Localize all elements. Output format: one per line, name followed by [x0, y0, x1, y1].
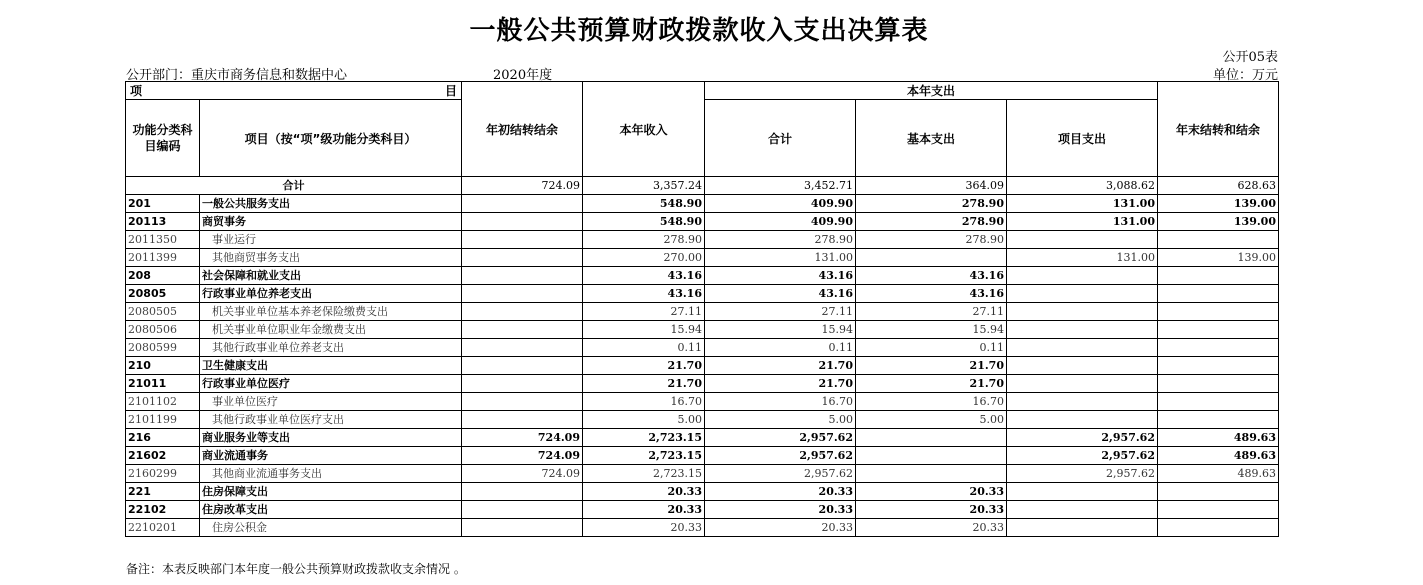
table-row	[126, 375, 1279, 393]
row-begin	[462, 231, 583, 249]
row-project: 131.00	[1007, 195, 1158, 213]
row-end	[1158, 393, 1279, 411]
row-basic: 16.70	[856, 393, 1007, 411]
row-expense-total: 21.70	[705, 375, 856, 393]
row-basic: 21.70	[856, 375, 1007, 393]
table-row	[126, 483, 1279, 501]
table-row	[126, 213, 1279, 231]
row-code: 2080599	[126, 339, 200, 357]
row-name: 行政事业单位养老支出	[200, 285, 462, 303]
row-project	[1007, 285, 1158, 303]
row-end	[1158, 357, 1279, 375]
row-name: 事业单位医疗	[200, 393, 462, 411]
row-end: 139.00	[1158, 195, 1279, 213]
row-expense-total: 21.70	[705, 357, 856, 375]
page-title: 一般公共预算财政拨款收入支出决算表	[469, 16, 929, 46]
row-basic: 20.33	[856, 501, 1007, 519]
row-income: 21.70	[583, 357, 705, 375]
row-basic: 21.70	[856, 357, 1007, 375]
row-income: 270.00	[583, 249, 705, 267]
row-expense-total: 43.16	[705, 285, 856, 303]
row-income: 20.33	[583, 483, 705, 501]
total-row	[126, 177, 1279, 195]
unit-label: 单位：万元	[1212, 68, 1278, 83]
row-project: 131.00	[1007, 249, 1158, 267]
row-code: 22102	[126, 501, 200, 519]
row-begin	[462, 303, 583, 321]
row-begin	[462, 483, 583, 501]
row-end	[1158, 483, 1279, 501]
item-header-right: 目	[444, 84, 457, 98]
row-income: 20.33	[583, 519, 705, 537]
row-code: 2160299	[126, 465, 200, 483]
row-begin: 724.09	[462, 447, 583, 465]
table-row	[126, 339, 1279, 357]
row-code: 2210201	[126, 519, 200, 537]
row-expense-total: 43.16	[705, 267, 856, 285]
row-begin	[462, 393, 583, 411]
row-begin	[462, 267, 583, 285]
item-header	[126, 82, 462, 100]
row-income: 15.94	[583, 321, 705, 339]
footnote: 备注：本表反映部门本年度一般公共预算财政拨款收支余情况 。	[126, 562, 466, 576]
row-end: 489.63	[1158, 429, 1279, 447]
row-project: 131.00	[1007, 213, 1158, 231]
row-end	[1158, 321, 1279, 339]
income-header: 本年收入	[583, 82, 705, 177]
row-basic: 278.90	[856, 213, 1007, 231]
row-basic: 20.33	[856, 519, 1007, 537]
row-end: 489.63	[1158, 465, 1279, 483]
row-name: 商业服务业等支出	[200, 429, 462, 447]
row-basic: 5.00	[856, 411, 1007, 429]
total-begin: 724.09	[462, 177, 583, 195]
row-end	[1158, 375, 1279, 393]
row-name: 一般公共服务支出	[200, 195, 462, 213]
row-name: 住房保障支出	[200, 483, 462, 501]
row-expense-total: 20.33	[705, 501, 856, 519]
row-code: 20113	[126, 213, 200, 231]
row-income: 2,723.15	[583, 465, 705, 483]
row-name: 商贸事务	[200, 213, 462, 231]
row-end	[1158, 267, 1279, 285]
row-name: 住房公积金	[200, 519, 462, 537]
row-name: 卫生健康支出	[200, 357, 462, 375]
row-expense-total: 15.94	[705, 321, 856, 339]
row-code: 210	[126, 357, 200, 375]
row-name: 行政事业单位医疗	[200, 375, 462, 393]
row-project	[1007, 411, 1158, 429]
row-code: 208	[126, 267, 200, 285]
row-name: 其他行政事业单位养老支出	[200, 339, 462, 357]
row-code: 216	[126, 429, 200, 447]
row-basic	[856, 429, 1007, 447]
row-income: 548.90	[583, 195, 705, 213]
row-code: 20805	[126, 285, 200, 303]
row-end: 489.63	[1158, 447, 1279, 465]
row-expense-total: 20.33	[705, 483, 856, 501]
table-row	[126, 447, 1279, 465]
row-name: 其他行政事业单位医疗支出	[200, 411, 462, 429]
row-begin	[462, 339, 583, 357]
total-expense: 3,452.71	[705, 177, 856, 195]
table-row	[126, 519, 1279, 537]
table-row	[126, 501, 1279, 519]
row-project	[1007, 483, 1158, 501]
row-begin	[462, 213, 583, 231]
row-begin	[462, 285, 583, 303]
form-number: 公开05表	[1222, 50, 1278, 65]
row-name: 其他商业流通事务支出	[200, 465, 462, 483]
row-basic: 278.90	[856, 231, 1007, 249]
row-basic: 0.11	[856, 339, 1007, 357]
table-row	[126, 429, 1279, 447]
table-row	[126, 393, 1279, 411]
row-name: 机关事业单位基本养老保险缴费支出	[200, 303, 462, 321]
row-expense-total: 16.70	[705, 393, 856, 411]
row-income: 43.16	[583, 267, 705, 285]
row-basic: 15.94	[856, 321, 1007, 339]
row-code: 201	[126, 195, 200, 213]
row-end	[1158, 285, 1279, 303]
table-row	[126, 465, 1279, 483]
row-basic: 43.16	[856, 267, 1007, 285]
row-code: 2011350	[126, 231, 200, 249]
row-code: 2080505	[126, 303, 200, 321]
row-basic: 278.90	[856, 195, 1007, 213]
budget-table	[125, 81, 1279, 537]
row-income: 21.70	[583, 375, 705, 393]
expense-total-header: 合计	[705, 100, 856, 177]
table-row	[126, 285, 1279, 303]
row-code: 221	[126, 483, 200, 501]
name-header: 项目（按“项”级功能分类科目）	[200, 100, 462, 177]
row-begin: 724.09	[462, 429, 583, 447]
row-begin	[462, 519, 583, 537]
table-row	[126, 357, 1279, 375]
row-begin	[462, 501, 583, 519]
end-balance-header: 年末结转和结余	[1158, 82, 1279, 177]
row-expense-total: 27.11	[705, 303, 856, 321]
row-end	[1158, 411, 1279, 429]
row-income: 0.11	[583, 339, 705, 357]
row-code: 21011	[126, 375, 200, 393]
row-code: 21602	[126, 447, 200, 465]
row-expense-total: 5.00	[705, 411, 856, 429]
row-expense-total: 131.00	[705, 249, 856, 267]
row-code: 2101199	[126, 411, 200, 429]
row-basic: 20.33	[856, 483, 1007, 501]
begin-balance-header: 年初结转结余	[462, 82, 583, 177]
row-begin	[462, 321, 583, 339]
row-begin	[462, 411, 583, 429]
row-name: 社会保障和就业支出	[200, 267, 462, 285]
row-income: 2,723.15	[583, 429, 705, 447]
row-end	[1158, 339, 1279, 357]
row-income: 2,723.15	[583, 447, 705, 465]
row-income: 548.90	[583, 213, 705, 231]
row-name: 事业运行	[200, 231, 462, 249]
row-begin	[462, 195, 583, 213]
row-project: 2,957.62	[1007, 447, 1158, 465]
row-project: 2,957.62	[1007, 465, 1158, 483]
row-name: 商业流通事务	[200, 447, 462, 465]
project-expense-header: 项目支出	[1007, 100, 1158, 177]
row-income: 43.16	[583, 285, 705, 303]
row-code: 2101102	[126, 393, 200, 411]
row-basic	[856, 447, 1007, 465]
row-project	[1007, 267, 1158, 285]
row-code: 2080506	[126, 321, 200, 339]
row-expense-total: 20.33	[705, 519, 856, 537]
row-income: 278.90	[583, 231, 705, 249]
row-project	[1007, 231, 1158, 249]
row-end	[1158, 231, 1279, 249]
total-label: 合计	[126, 177, 462, 195]
row-end	[1158, 501, 1279, 519]
row-basic	[856, 465, 1007, 483]
row-expense-total: 2,957.62	[705, 429, 856, 447]
expense-header: 本年支出	[705, 82, 1158, 100]
row-project	[1007, 339, 1158, 357]
item-header-left: 项	[130, 84, 143, 98]
department-label: 公开部门：重庆市商务信息和数据中心	[126, 68, 348, 83]
total-basic: 364.09	[856, 177, 1007, 195]
row-income: 16.70	[583, 393, 705, 411]
row-name: 机关事业单位职业年金缴费支出	[200, 321, 462, 339]
row-begin	[462, 249, 583, 267]
code-header: 功能分类科目编码	[126, 100, 200, 177]
row-expense-total: 278.90	[705, 231, 856, 249]
basic-expense-header: 基本支出	[856, 100, 1007, 177]
table-row	[126, 249, 1279, 267]
row-end: 139.00	[1158, 249, 1279, 267]
table-row	[126, 321, 1279, 339]
row-expense-total: 409.90	[705, 195, 856, 213]
row-expense-total: 2,957.62	[705, 465, 856, 483]
row-begin	[462, 375, 583, 393]
table-row	[126, 267, 1279, 285]
row-basic: 27.11	[856, 303, 1007, 321]
fiscal-year: 2020年度	[493, 68, 553, 83]
row-project: 2,957.62	[1007, 429, 1158, 447]
row-income: 20.33	[583, 501, 705, 519]
row-income: 5.00	[583, 411, 705, 429]
row-begin: 724.09	[462, 465, 583, 483]
total-end: 628.63	[1158, 177, 1279, 195]
row-name: 其他商贸事务支出	[200, 249, 462, 267]
row-end	[1158, 303, 1279, 321]
table-row	[126, 303, 1279, 321]
table-row	[126, 411, 1279, 429]
row-code: 2011399	[126, 249, 200, 267]
row-basic: 43.16	[856, 285, 1007, 303]
row-project	[1007, 375, 1158, 393]
row-project	[1007, 303, 1158, 321]
row-name: 住房改革支出	[200, 501, 462, 519]
row-project	[1007, 393, 1158, 411]
row-project	[1007, 357, 1158, 375]
row-end: 139.00	[1158, 213, 1279, 231]
row-project	[1007, 321, 1158, 339]
row-end	[1158, 519, 1279, 537]
row-expense-total: 409.90	[705, 213, 856, 231]
row-expense-total: 2,957.62	[705, 447, 856, 465]
row-expense-total: 0.11	[705, 339, 856, 357]
total-income: 3,357.24	[583, 177, 705, 195]
row-basic	[856, 249, 1007, 267]
row-income: 27.11	[583, 303, 705, 321]
table-row	[126, 195, 1279, 213]
total-project: 3,088.62	[1007, 177, 1158, 195]
row-project	[1007, 501, 1158, 519]
row-begin	[462, 357, 583, 375]
table-row	[126, 231, 1279, 249]
row-project	[1007, 519, 1158, 537]
